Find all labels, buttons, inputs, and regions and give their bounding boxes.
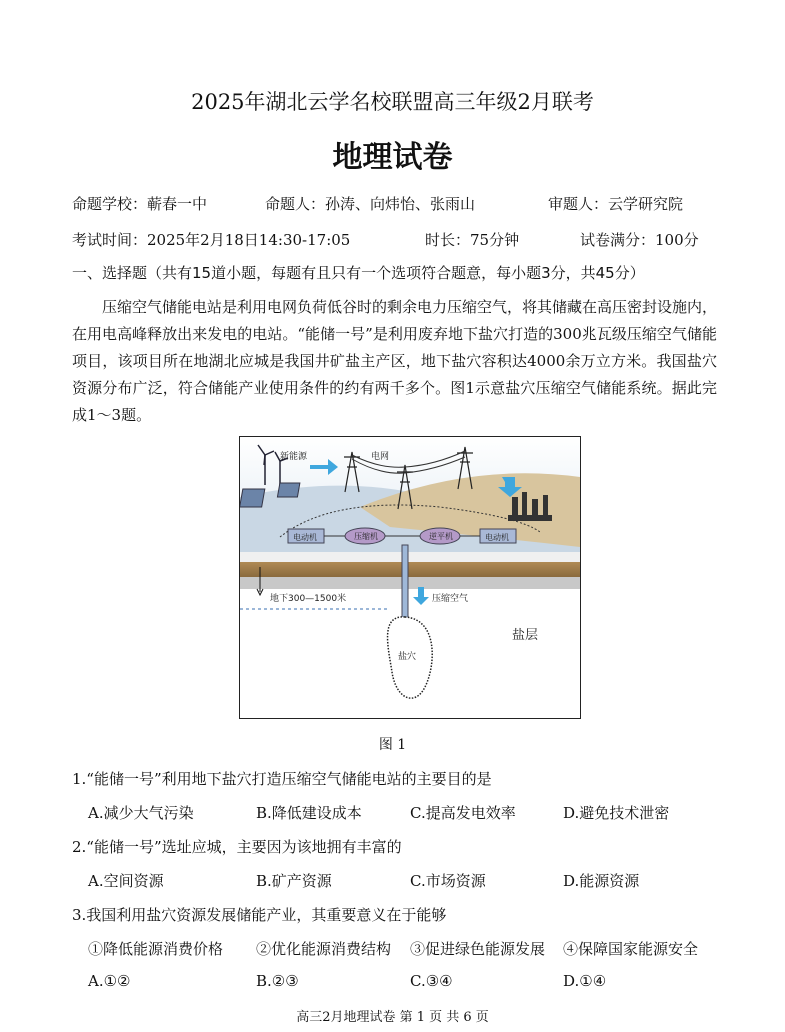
subject-title: 地理试卷 bbox=[332, 140, 453, 175]
q3-item-1: ①降低能源消费价格 bbox=[88, 940, 224, 958]
q3-item-2: ②优化能源消费结构 bbox=[256, 940, 392, 958]
full-score: 试卷满分：100分 bbox=[580, 231, 699, 249]
label-salt-cavern: 盐穴 bbox=[398, 652, 417, 662]
q1-option-a: A.减少大气污染 bbox=[88, 804, 194, 822]
q3-option-a: A.①② bbox=[88, 972, 131, 990]
duration: 时长：75分钟 bbox=[425, 231, 520, 249]
label-expander: 逆平机 bbox=[429, 532, 453, 541]
label-compressed-air: 压缩空气 bbox=[432, 594, 469, 604]
figure-caption: 图 1 bbox=[378, 737, 407, 753]
q1-option-b: B.降低建设成本 bbox=[256, 804, 362, 822]
storage-diagram bbox=[240, 437, 580, 718]
label-salt-layer: 盐层 bbox=[512, 628, 539, 643]
exam-title: 2025年湖北云学名校联盟高三年级2月联考 bbox=[191, 90, 594, 114]
reviewer-info: 审题人：云学研究院 bbox=[548, 195, 684, 213]
q3-option-d: D.①④ bbox=[563, 972, 607, 990]
q2-option-c: C.市场资源 bbox=[410, 872, 486, 890]
q2-option-d: D.能源资源 bbox=[563, 872, 640, 890]
label-compressor: 压缩机 bbox=[354, 532, 378, 541]
q2-option-a: A.空间资源 bbox=[88, 872, 164, 890]
figure-salt-cavern-storage bbox=[239, 436, 581, 719]
question-3-stem: 3.我国利用盐穴资源发展储能产业，其重要意义在于能够 bbox=[72, 906, 447, 924]
reading-passage: 压缩空气储能电站是利用电网负荷低谷时的剩余电力压缩空气，将其储藏在高压密封设施内，在用电高峰释放出来发电的电站。“能储一号”是利用废弃地下盐穴打造的300兆瓦级压缩空气储能项目，该项目所在地湖北应城是我国井矿盐主产区，地下盐穴容积达4000余万立方米。我国盐穴资源分布广泛，符合储能产业使用条件的约有两千多个。图1示意盐穴压缩空气储能系统。据此完成1～3题。 bbox=[72, 298, 718, 424]
section-heading: 一、选择题（共有15道小题，每题有且只有一个选项符合题意，每小题3分，共45分） bbox=[72, 264, 645, 282]
label-depth: 地下300—1500米 bbox=[270, 594, 347, 604]
q3-item-4: ④保障国家能源安全 bbox=[563, 940, 699, 958]
q3-option-b: B.②③ bbox=[256, 972, 299, 990]
label-motor: 电动机 bbox=[293, 533, 317, 542]
school-info: 命题学校：蕲春一中 bbox=[72, 195, 208, 213]
label-grid: 电网 bbox=[371, 452, 390, 462]
question-1-stem: 1.“能储一号”利用地下盐穴打造压缩空气储能电站的主要目的是 bbox=[72, 770, 492, 788]
q3-option-c: C.③④ bbox=[410, 972, 453, 990]
label-new-energy: 新能源 bbox=[280, 452, 308, 462]
q1-option-d: D.避免技术泄密 bbox=[563, 804, 670, 822]
question-2-stem: 2.“能储一号”选址应城，主要因为该地拥有丰富的 bbox=[72, 838, 402, 856]
surface-layer bbox=[240, 562, 580, 577]
author-info: 命题人：孙涛、向炜怡、张雨山 bbox=[265, 195, 476, 213]
q3-item-3: ③促进绿色能源发展 bbox=[410, 940, 546, 958]
label-generator: 电动机 bbox=[485, 533, 509, 542]
q2-option-b: B.矿产资源 bbox=[256, 872, 332, 890]
q1-option-c: C.提高发电效率 bbox=[410, 804, 516, 822]
page-footer: 高三2月地理试卷 第 1 页 共 6 页 bbox=[296, 1010, 489, 1025]
exam-time: 考试时间：2025年2月18日14:30-17:05 bbox=[72, 231, 351, 249]
